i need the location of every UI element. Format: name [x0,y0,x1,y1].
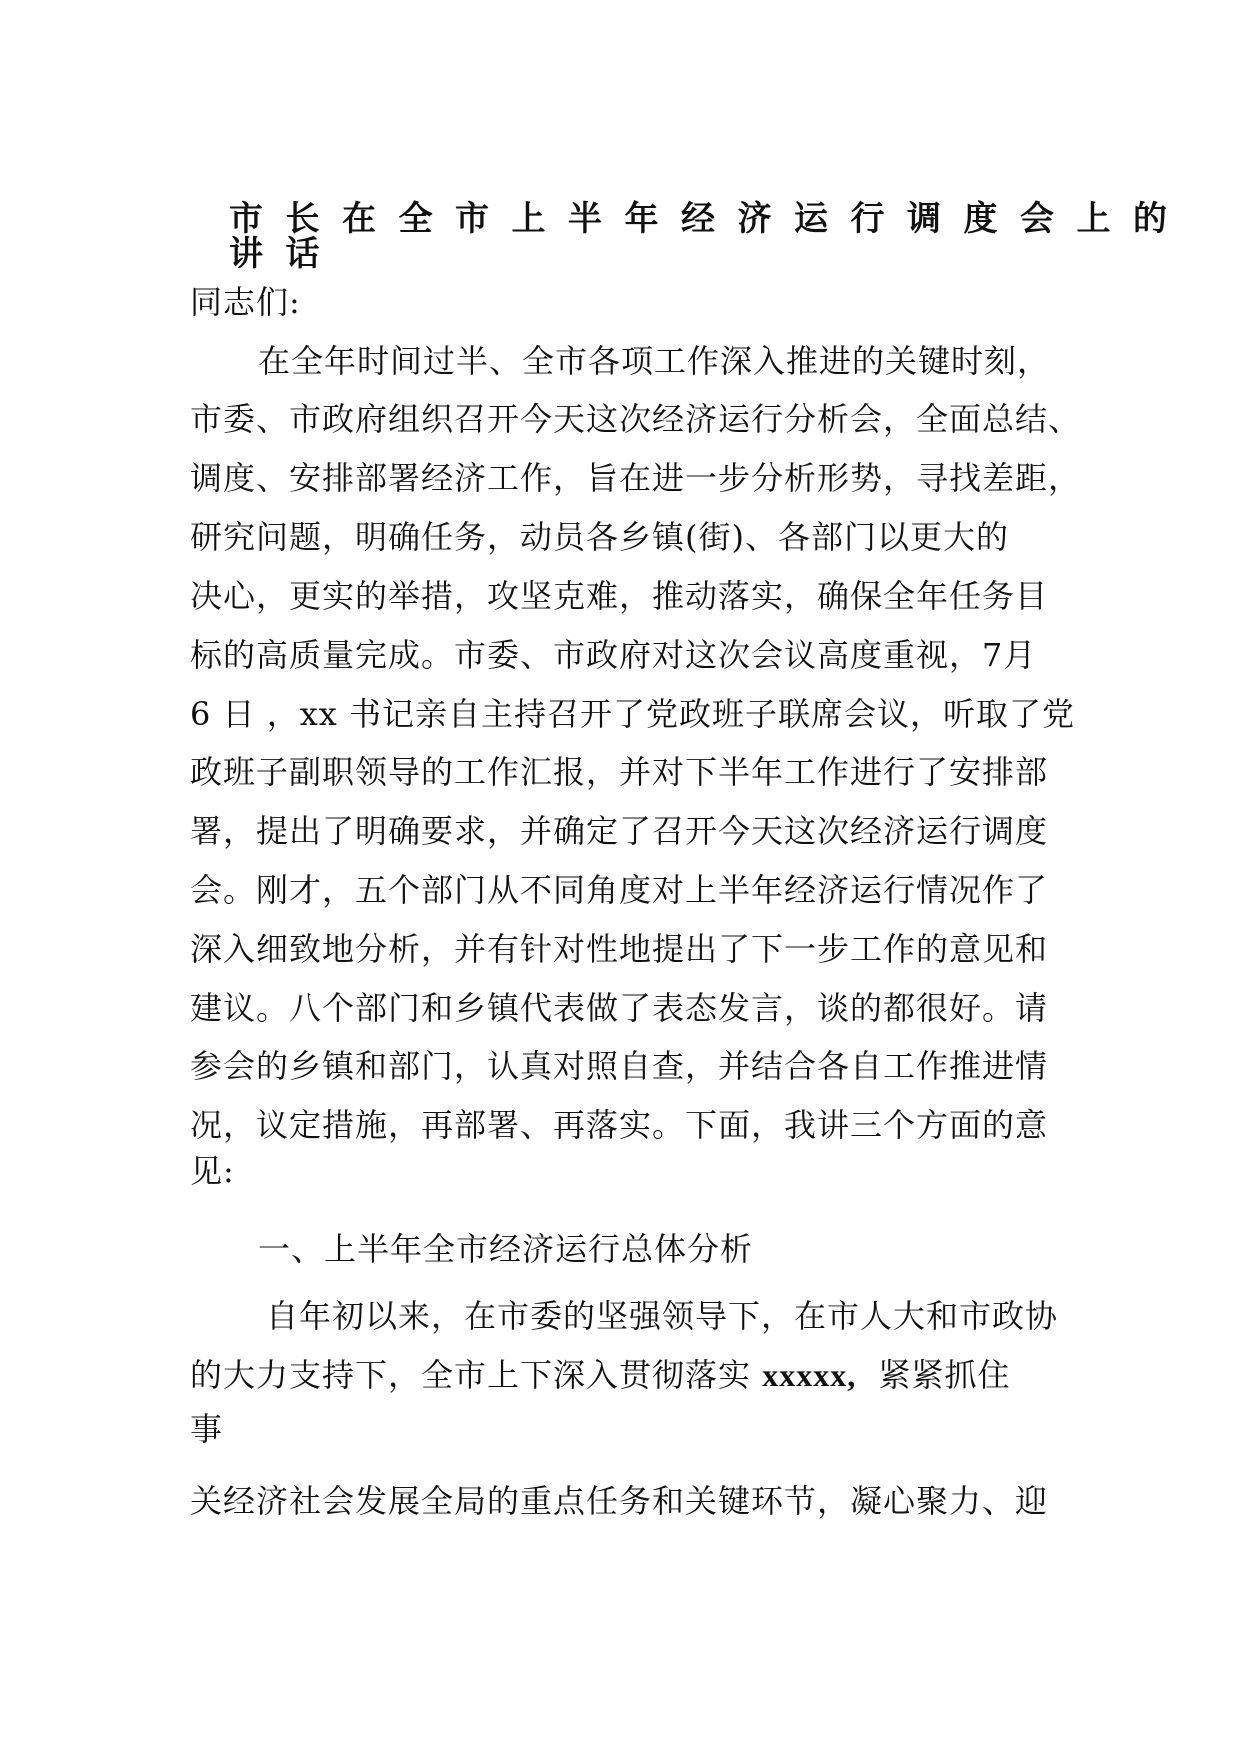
paragraph-1-line-14: 况，议定措施，再部署、再落实。下面，我讲三个方面的意 [190,1106,1049,1144]
paragraph-1-line-12: 建议。八个部门和乡镇代表做了表态发言，谈的都很好。请 [190,989,1049,1027]
paragraph-1-line-6: 标的高质量完成。市委、市政府对这次会议高度重视，7月 [190,636,1037,674]
paragraph-1-line-7: 6 日 ，xx 书记亲自主持召开了党政班子联席会议，听取了党 [190,695,1075,733]
paragraph-2-line-1: 自年初以来，在市委的坚强领导下，在市人大和市政协 [266,1297,1059,1335]
salutation: 同志们: [190,283,301,321]
paragraph-1-line-9: 署，提出了明确要求，并确定了召开今天这次经济运行调度 [190,812,1049,850]
paragraph-2-line-2-text-after: 紧紧抓住 [856,1356,1011,1394]
paragraph-1-line-4: 研究问题，明确任务，动员各乡镇(街)、各部门以更大的 [190,518,1009,556]
paragraph-1-line-5: 决心，更实的举措，攻坚克难，推动落实，确保全年任务目 [190,577,1049,615]
paragraph-1-line-1: 在全年时间过半、全市各项工作深入推进的关键时刻， [258,342,1051,380]
paragraph-2-line-2-text-before: 的大力支持下，全市上下深入贯彻落实 [190,1356,763,1394]
document-title-line-2: 讲话 [229,234,342,274]
paragraph-2-line-3: 事 [190,1410,224,1448]
document-title-line-1: 市长在全市上半年经济运行调度会上的 [229,199,1190,239]
paragraph-1-line-11: 深入细致地分析，并有针对性地提出了下一步工作的意见和 [190,930,1049,968]
paragraph-1-line-13: 参会的乡镇和部门，认真对照自查，并结合各自工作推进情 [190,1047,1049,1085]
paragraph-1-line-2: 市委、市政府组织召开今天这次经济运行分析会，全面总结、 [190,400,1082,438]
paragraph-1-line-3: 调度、安排部署经济工作，旨在进一步分析形势，寻找差距， [190,459,1082,497]
paragraph-1-line-8: 政班子副职领导的工作汇报，并对下半年工作进行了安排部 [190,753,1049,791]
paragraph-1-line-10: 会。刚才，五个部门从不同角度对上半年经济运行情况作了 [190,871,1049,909]
paragraph-2-line-4: 关经济社会发展全局的重点任务和关键环节，凝心聚力、迎 [190,1482,1049,1520]
paragraph-2-line-2 [190,1355,1060,1395]
paragraph-2-line-2-bold-placeholder: xxxxx, [762,1357,857,1393]
paragraph-1-line-15: 见: [190,1152,235,1190]
section-1-heading: 一、上半年全市经济运行总体分析 [258,1230,754,1268]
